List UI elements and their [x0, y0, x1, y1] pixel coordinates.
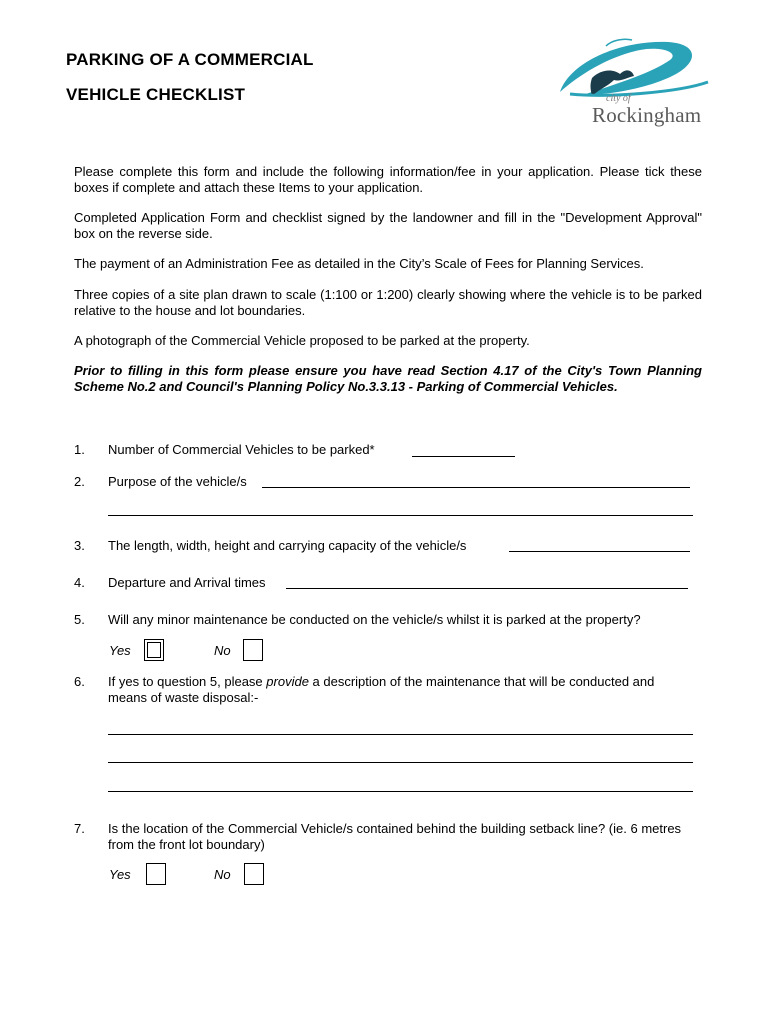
- logo-name: Rockingham: [592, 103, 702, 127]
- intro-paragraph-3: The payment of an Administration Fee as detailed in the City’s Scale of Fees for Planning Services.: [74, 256, 644, 271]
- question-7-no-checkbox[interactable]: [244, 863, 264, 885]
- question-5-no-label: No: [214, 643, 231, 658]
- question-6-number: 6.: [74, 674, 85, 689]
- question-7-yes-checkbox[interactable]: [146, 863, 166, 885]
- question-7-no-label: No: [214, 867, 231, 882]
- question-4-text: Departure and Arrival times: [108, 575, 266, 590]
- question-3-answer-line[interactable]: [509, 551, 690, 552]
- question-6-answer-line-1[interactable]: [108, 734, 693, 735]
- policy-note: Prior to filling in this form please ensure you have read Section 4.17 of the City's Town Planning Scheme No.2 and Council's Planning Policy No.3.3.13 - Parking of Commercial Vehicles.: [74, 363, 702, 394]
- question-5-text: Will any minor maintenance be conducted on the vehicle/s whilst it is parked at the property?: [108, 612, 641, 627]
- question-3-text: The length, width, height and carrying capacity of the vehicle/s: [108, 538, 467, 553]
- form-title-line2: VEHICLE CHECKLIST: [66, 85, 246, 104]
- question-6-text: If yes to question 5, please provide a description of the maintenance that will be conducted and means of waste disposal:-: [108, 674, 655, 705]
- question-4-number: 4.: [74, 575, 85, 590]
- intro-paragraph-1: Please complete this form and include the following information/fee in your application. Please tick these boxes if complete and attach these Items to your application.: [74, 164, 702, 195]
- intro-paragraph-5: A photograph of the Commercial Vehicle proposed to be parked at the property.: [74, 333, 530, 348]
- question-1-text: Number of Commercial Vehicles to be parked*: [108, 442, 375, 457]
- question-2-text: Purpose of the vehicle/s: [108, 474, 247, 489]
- question-1-answer-line[interactable]: [412, 456, 515, 457]
- question-1-number: 1.: [74, 442, 85, 457]
- question-2-answer-line[interactable]: [262, 487, 690, 488]
- question-5-yes-checkbox[interactable]: [144, 639, 164, 661]
- question-6-answer-line-2[interactable]: [108, 762, 693, 763]
- question-2-number: 2.: [74, 474, 85, 489]
- question-7-text: Is the location of the Commercial Vehicle/s contained behind the building setback line? (ie. 6 metres from the front lot boundary): [108, 821, 682, 852]
- form-title-line1: PARKING OF A COMMERCIAL: [66, 50, 314, 69]
- intro-paragraph-4: Three copies of a site plan drawn to scale (1:100 or 1:200) clearly showing where the vehicle is to be parked relative to the house and lot boundaries.: [74, 287, 702, 318]
- question-7-yes-label: Yes: [109, 867, 131, 882]
- logo-city-of: city of: [606, 93, 631, 104]
- question-6-answer-line-3[interactable]: [108, 791, 693, 792]
- question-5-number: 5.: [74, 612, 85, 627]
- intro-paragraph-2: Completed Application Form and checklist signed by the landowner and fill in the "Development Approval" box on the reverse side.: [74, 210, 702, 241]
- question-2-answer-line-2[interactable]: [108, 515, 693, 516]
- question-6-emphasis: provide: [266, 674, 309, 689]
- question-7-number: 7.: [74, 821, 85, 836]
- logo-swoosh-icon: [560, 42, 692, 96]
- question-4-answer-line[interactable]: [286, 588, 688, 589]
- question-5-yes-label: Yes: [109, 643, 131, 658]
- question-3-number: 3.: [74, 538, 85, 553]
- question-5-no-checkbox[interactable]: [243, 639, 263, 661]
